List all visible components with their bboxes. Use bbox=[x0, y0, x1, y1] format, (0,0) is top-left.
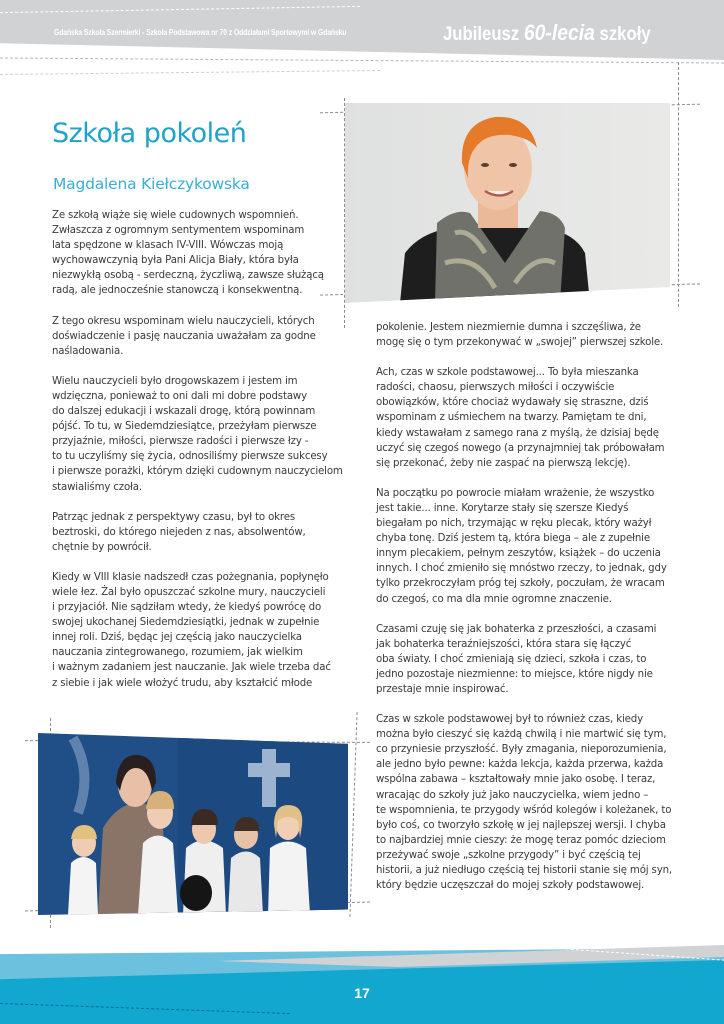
jubilee-suffix: szkoły bbox=[594, 24, 651, 45]
jubilee-prefix: Jubileusz bbox=[443, 24, 524, 45]
header-school-name: Gdańska Szkoła Szermierki - Szkoła Podstawowa nr 70 z Oddziałami Sportowymi w Gdańsku bbox=[54, 28, 347, 37]
article-right-column bbox=[376, 320, 681, 908]
group-photo-illustration bbox=[38, 733, 348, 915]
paragraph: pokolenie. Jestem niezmiernie dumna i szczęśliwa, że mogę się o tym przekonywać w „swojej” pierwszej szkole. bbox=[376, 322, 664, 349]
paragraph: Patrząc jednak z perspektywy czasu, był to okres beztroski, do którego niejeden z nas, absolwentów, chętnie by powrócił. bbox=[52, 511, 306, 553]
group-fencing-photo bbox=[38, 733, 348, 915]
paragraph: Kiedy w VIII klasie nadszedł czas pożegnania, popłynęło wiele łez. Żal było opuszczać szkolne mury, nauczycieli i przyjaciół. Nie sądziłam wtedy, że kiedyś powrócę do swojej ukochanej Siedemdziesiątki, jednak w zupełnie innej roli. Dziś, będąc jej częścią jako nauczycielka nauczania zintegrowanego, rozumiem, jak wielkim i ważnym zadaniem jest nauczanie. Jak wiele trzeba dać z siebie i jak wiele włożyć trudu, aby kształcić młode bbox=[52, 571, 331, 689]
guide-line bbox=[0, 57, 724, 63]
paragraph: Ze szkołą wiąże się wiele cudownych wspomnień. Zwłaszcza z ogromnym sentymentem wspominam lata spędzone w klasach IV-VIII. Wówczas moją wychowawczynią była Pani Alicja Biały, która była niezwykłą osobą - serdeczną, życzliwą, zawsze służącą radą, ale jednocześnie stanowczą i konsekwentną. bbox=[52, 210, 324, 297]
article-title: Szkoła pokoleń bbox=[52, 118, 247, 149]
portrait-illustration bbox=[345, 103, 670, 303]
paragraph: Wielu nauczycieli było drogowskazem i jestem im wdzięczna, ponieważ to oni dali mi dobre podstawy do dalszej edukacji i wskazali drogę, którą powinnam pójść. To tu, w Siedemdziesiątce, przeżyłam pierwsze przyjaźnie, miłości, pierwsze radości i pierwsze łzy - to tu uczyliśmy się życia, odnosiliśmy pierwsze sukcesy i pierwsze porażki, którym dzięki cudownym nauczycielom stawialiśmy czoła. bbox=[52, 375, 343, 493]
guide-line bbox=[678, 62, 679, 307]
paragraph: Czasami czuję się jak bohaterka z przeszłości, a czasami jak bohaterka teraźniejszości, która stara się łączyć oba światy. I choć zmieniają się dzieci, szkoła i czas, to jedno pozostaje niezmienne: to miejsce, które nigdy nie przestaje mnie inspirować. bbox=[376, 623, 657, 695]
page-number: 17 bbox=[354, 985, 370, 1001]
article-left-column bbox=[52, 208, 352, 706]
paragraph: Z tego okresu wspominam wielu nauczycieli, których doświadczenie i pasję nauczania uważałam za godne naśladowania. bbox=[52, 315, 316, 357]
paragraph: Czas w szkole podstawowej był to również czas, kiedy można było cieszyć się każdą chwilą i nie martwić się tym, co przyniesie przyszłość. Były zmagania, nieporozumienia, ale jedno było pewne: każda lekcja, każda przerwa, każda wspólna zabawa – kształtowały mnie jako osobę. I teraz, wracając do szkoły już jako nauczycielka, wiem jedno – te wspomnienia, te przygody wśród kolegów i koleżanek, to było coś, co tworzyło szkołę w jej najlepszej wersji. I chyba to najbardziej mnie cieszy: że mogę teraz pomóc dzieciom przeżywać swoje „szkolne przygody” i być częścią tej historii, a już niedługo częścią tej historii stanie się mój syn, który będzie uczęszczał do mojej szkoły podstawowej. bbox=[376, 714, 672, 892]
paragraph: Na początku po powrocie miałam wrażenie, że wszystko jest takie... inne. Korytarze stały się szersze Kiedyś biegałam po nich, trzymając w ręku plecak, który ważył chyba tonę. Dziś jestem tą, która biega – ale z zupełnie innym plecakiem, pełnym zeszytów, książek – do uczenia innych. I choć zmieniło się mnóstwo rzeczy, to jednak, gdy tylko przekroczyłam próg tej szkoły, poczułam, że wracam do czegoś, co ma dla mnie ogromne znaczenie. bbox=[376, 487, 667, 605]
jubilee-emphasis: 60-lecia bbox=[523, 20, 595, 45]
guide-line bbox=[0, 70, 380, 75]
author-portrait-photo bbox=[345, 103, 670, 303]
paragraph: Ach, czas w szkole podstawowej... To była mieszanka radości, chaosu, pierwszych miłości i oczywiście obowiązków, które chociaż wydawały się straszne, dziś wspominam z uśmiechem na twarzy. Pamiętam te dni, kiedy wstawałam z samego rana z myślą, że dzisiaj będę uczyć się czegoś nowego (a przynajmniej tak próbowałam się przekonać, żeby nie zaspać na pierwszą lekcję). bbox=[376, 367, 665, 469]
header-jubilee-title bbox=[443, 20, 651, 46]
article-author: Magdalena Kiełczykowska bbox=[53, 175, 250, 193]
